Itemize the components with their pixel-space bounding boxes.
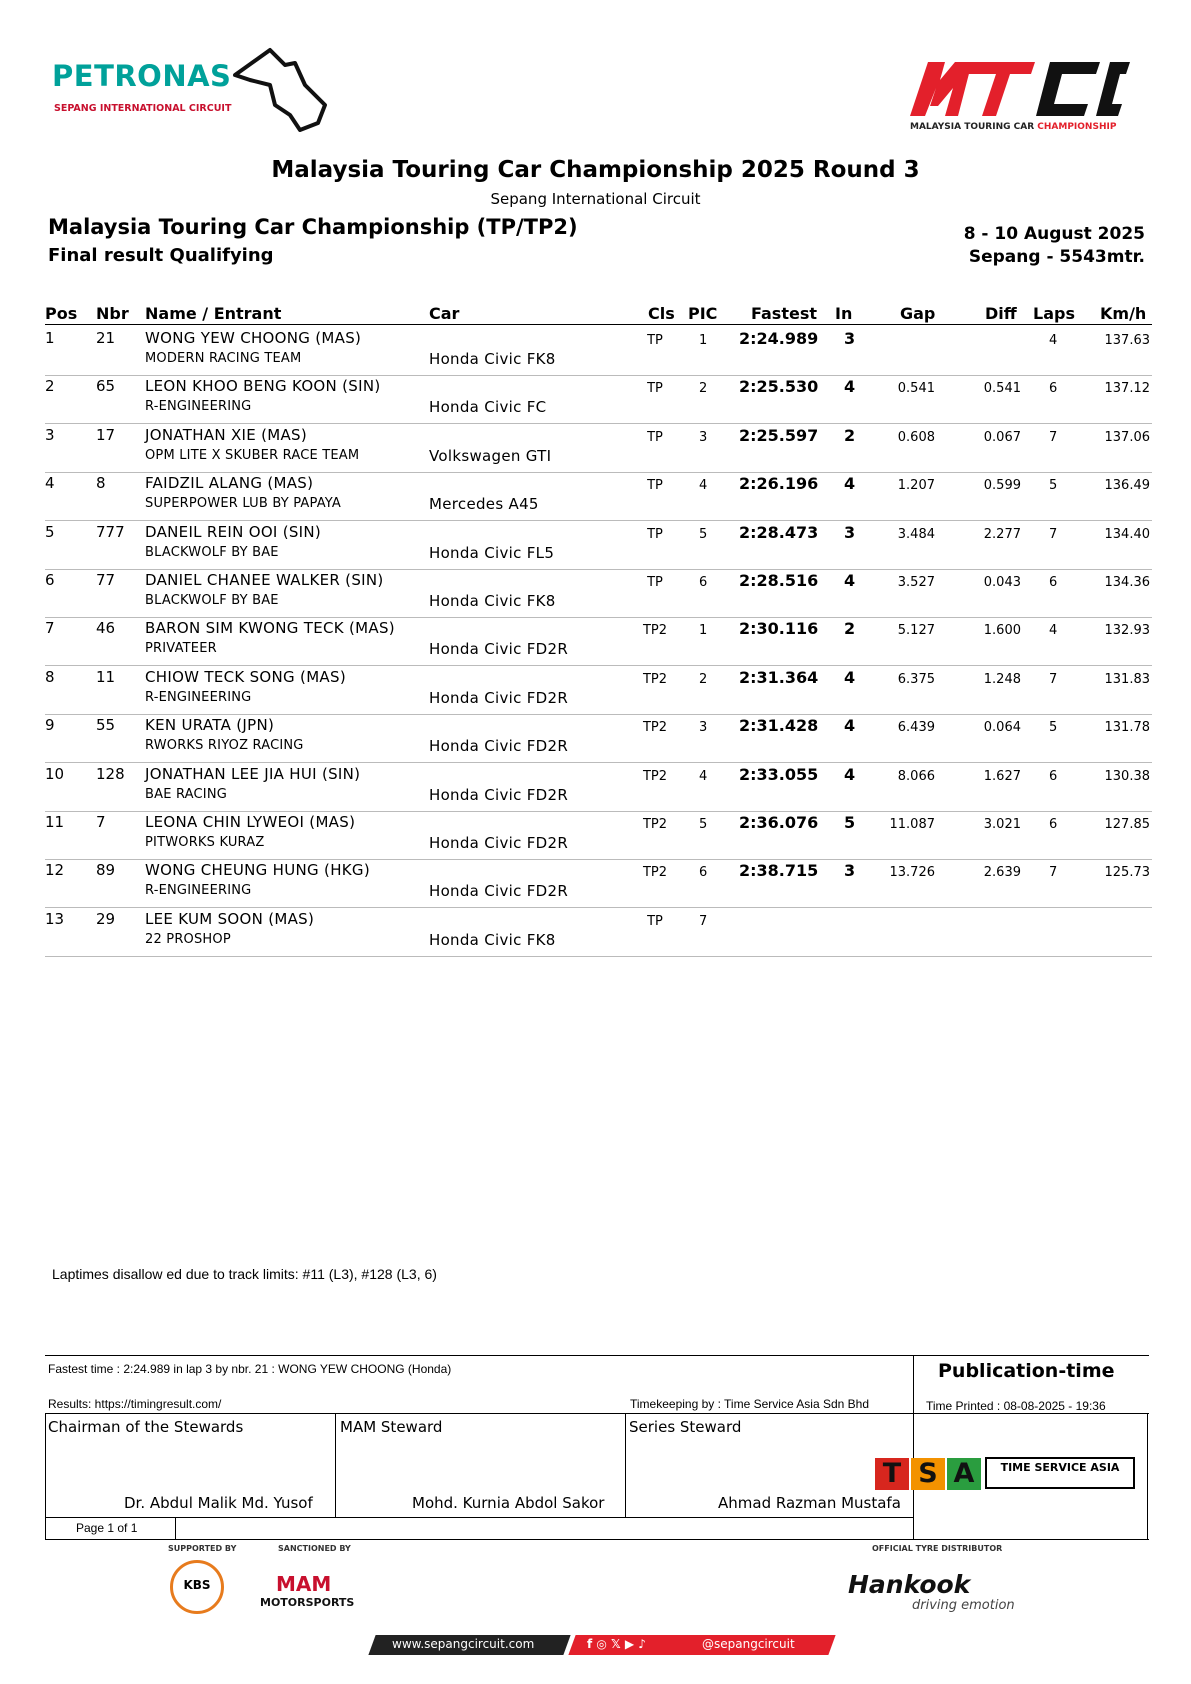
cell-laps: 6 — [1049, 768, 1058, 784]
tsa-logo — [875, 1456, 1139, 1492]
cell-in-lap: 3 — [844, 522, 856, 542]
cell-class: TP — [647, 575, 663, 590]
tsa-letter-a: A — [947, 1458, 981, 1490]
cell-kmh: 130.38 — [1104, 768, 1150, 784]
col-name: Name / Entrant — [145, 304, 282, 323]
kbs-text: KBS — [183, 1578, 211, 1592]
col-car: Car — [429, 304, 460, 323]
cell-laps: 7 — [1049, 526, 1058, 542]
cell-gap: 3.527 — [897, 575, 935, 590]
cell-fastest: 2:30.116 — [739, 619, 819, 639]
tsa-letter-s: S — [911, 1458, 945, 1490]
cell-pos: 3 — [45, 425, 55, 444]
cell-driver-name: WONG CHEUNG HUNG (HKG) — [145, 861, 370, 880]
table-row — [45, 569, 1152, 618]
cell-nbr: 89 — [96, 861, 116, 880]
cell-nbr: 7 — [96, 813, 106, 831]
table-row — [45, 763, 1152, 812]
page-number: Page 1 of 1 — [76, 1521, 138, 1535]
cell-in-lap: 4 — [844, 377, 856, 397]
cell-class: TP — [647, 333, 663, 348]
event-venue: Sepang - 5543mtr. — [968, 247, 1145, 267]
mtcc-mark-icon — [900, 58, 1130, 120]
cell-car: Honda Civic FD2R — [429, 785, 569, 804]
cell-pic: 6 — [699, 575, 708, 590]
cell-pic: 4 — [699, 768, 708, 784]
cell-driver-name: JONATHAN LEE JIA HUI (SIN) — [145, 764, 361, 783]
cell-pic: 5 — [699, 526, 708, 542]
timekeeping-credit: Timekeeping by : Time Service Asia Sdn Bhd — [630, 1397, 870, 1411]
cell-pos: 1 — [45, 329, 55, 347]
publication-time-title: Publication-time — [938, 1360, 1115, 1382]
steward-role-chairman: Chairman of the Stewards — [48, 1418, 244, 1436]
cell-entrant: OPM LITE X SKUBER RACE TEAM — [145, 447, 360, 463]
cell-pos: 2 — [45, 377, 55, 396]
cell-laps: 7 — [1049, 429, 1058, 445]
table-row — [45, 521, 1152, 570]
time-printed: Time Printed : 08-08-2025 - 19:36 — [926, 1399, 1106, 1413]
cell-diff: 0.067 — [983, 429, 1021, 445]
cell-fastest: 2:24.989 — [739, 329, 819, 348]
cell-laps: 6 — [1049, 817, 1058, 832]
table-row — [45, 714, 1152, 763]
track-limits-note: Laptimes disallow ed due to track limits: #11 (L3), #128 (L3, 6) — [52, 1266, 437, 1282]
cell-nbr: 11 — [96, 667, 116, 686]
hankook-logo: Hankook — [848, 1570, 971, 1599]
cell-nbr: 29 — [96, 909, 116, 928]
cell-kmh: 137.06 — [1104, 429, 1150, 445]
cell-in-lap: 3 — [844, 329, 856, 348]
cell-fastest: 2:31.364 — [739, 667, 819, 687]
col-kmh: Km/h — [1100, 304, 1147, 323]
cell-car: Honda Civic FK8 — [429, 592, 556, 610]
cell-car: Honda Civic FK8 — [429, 350, 556, 368]
mtcc-logo — [900, 58, 1140, 138]
cell-entrant: 22 PROSHOP — [145, 931, 231, 947]
cell-diff: 3.021 — [983, 817, 1021, 832]
cell-driver-name: DANIEL CHANEE WALKER (SIN) — [145, 571, 384, 589]
cell-pic: 3 — [699, 720, 708, 736]
cell-driver-name: CHIOW TECK SONG (MAS) — [145, 667, 346, 686]
table-row — [45, 327, 1152, 376]
cell-class: TP — [647, 478, 663, 494]
cell-kmh: 137.12 — [1104, 381, 1150, 397]
tsa-name: TIME SERVICE ASIA — [985, 1457, 1135, 1489]
cell-pic: 6 — [699, 865, 708, 881]
cell-kmh: 131.83 — [1104, 671, 1150, 687]
cell-diff: 2.639 — [983, 865, 1021, 881]
cell-kmh: 136.49 — [1104, 478, 1150, 494]
supported-by-label: SUPPORTED BY — [168, 1544, 237, 1553]
cell-pic: 1 — [699, 333, 708, 348]
cell-car: Honda Civic FD2R — [429, 640, 569, 659]
cell-car: Honda Civic FD2R — [429, 882, 569, 901]
cell-car: Honda Civic FK8 — [429, 930, 556, 949]
cell-fastest: 2:38.715 — [739, 861, 819, 881]
cell-driver-name: KEN URATA (JPN) — [145, 716, 275, 735]
cell-car: Honda Civic FL5 — [429, 543, 555, 562]
cell-class: TP — [647, 526, 663, 542]
event-title: Malaysia Touring Car Championship 2025 Round 3 — [271, 157, 920, 183]
steward-role-mam: MAM Steward — [340, 1418, 443, 1436]
cell-laps: 5 — [1049, 478, 1058, 494]
cell-in-lap: 4 — [844, 764, 856, 784]
circuit-outline-icon — [230, 45, 340, 140]
sepang-circuit-text: SEPANG INTERNATIONAL CIRCUIT — [54, 103, 232, 114]
cell-pic: 1 — [699, 623, 708, 639]
cell-laps: 4 — [1049, 623, 1058, 639]
cell-in-lap: 4 — [844, 667, 856, 687]
cell-car: Honda Civic FC — [429, 398, 547, 417]
steward-name-mam: Mohd. Kurnia Abdol Sakor — [412, 1494, 605, 1512]
social-links-bar — [372, 1635, 832, 1655]
cell-gap: 3.484 — [897, 526, 935, 542]
cell-laps: 7 — [1049, 671, 1058, 687]
cell-nbr: 55 — [96, 716, 116, 735]
cell-laps: 4 — [1049, 333, 1058, 348]
tyre-distributor-label: OFFICIAL TYRE DISTRIBUTOR — [872, 1544, 1003, 1553]
cell-in-lap: 4 — [844, 716, 856, 736]
table-row — [45, 472, 1152, 521]
cell-pos: 7 — [45, 619, 55, 638]
cell-pic: 4 — [699, 478, 708, 494]
col-nbr: Nbr — [96, 304, 129, 323]
cell-driver-name: DANEIL REIN OOI (SIN) — [145, 522, 322, 541]
cell-fastest: 2:28.516 — [739, 571, 819, 590]
cell-nbr: 65 — [96, 377, 116, 396]
cell-in-lap: 4 — [844, 571, 856, 590]
cell-pic: 5 — [699, 817, 708, 832]
cell-entrant: BLACKWOLF BY BAE — [145, 593, 279, 608]
steward-name-chairman: Dr. Abdul Malik Md. Yusof — [124, 1494, 313, 1512]
cell-pic: 2 — [699, 671, 708, 687]
cell-class: TP2 — [642, 768, 668, 784]
session-title: Final result Qualifying — [48, 245, 274, 266]
kbs-logo — [170, 1560, 224, 1614]
cell-diff: 2.277 — [983, 526, 1021, 542]
cell-class: TP — [647, 381, 663, 397]
cell-entrant: RWORKS RIYOZ RACING — [145, 738, 304, 754]
cell-pos: 8 — [45, 667, 55, 686]
cell-gap: 8.066 — [897, 768, 935, 784]
cell-diff: 1.600 — [983, 623, 1021, 639]
cell-entrant: R-ENGINEERING — [145, 399, 252, 415]
cell-class: TP — [647, 429, 663, 445]
cell-driver-name: WONG YEW CHOONG (MAS) — [145, 329, 362, 347]
cell-pos: 13 — [45, 909, 65, 928]
cell-laps: 7 — [1049, 865, 1058, 881]
cell-kmh: 134.36 — [1104, 575, 1150, 590]
cell-diff: 0.064 — [983, 720, 1021, 736]
table-row — [45, 424, 1152, 473]
cell-kmh: 131.78 — [1104, 720, 1150, 736]
cell-car: Volkswagen GTI — [429, 446, 552, 465]
table-row — [45, 811, 1152, 860]
cell-in-lap: 3 — [844, 861, 856, 881]
cell-car: Honda Civic FD2R — [429, 834, 569, 852]
cell-kmh: 137.63 — [1104, 333, 1150, 348]
cell-pos: 12 — [45, 861, 65, 880]
cell-in-lap: 5 — [844, 813, 856, 832]
col-cls: Cls — [648, 304, 675, 323]
cell-laps: 6 — [1049, 381, 1058, 397]
cell-diff: 0.043 — [983, 575, 1021, 590]
cell-class: TP — [647, 913, 663, 929]
cell-pos: 9 — [45, 716, 55, 735]
petronas-brand-text: PETRONAS — [52, 59, 232, 93]
cell-pic: 3 — [699, 429, 708, 445]
cell-laps: 5 — [1049, 720, 1058, 736]
cell-diff: 1.627 — [983, 768, 1021, 784]
cell-fastest: 2:36.076 — [739, 813, 819, 832]
cell-gap: 0.541 — [897, 381, 935, 397]
cell-car: Honda Civic FD2R — [429, 737, 569, 756]
cell-fastest: 2:33.055 — [739, 764, 819, 784]
petronas-sepang-logo — [50, 45, 310, 125]
cell-pic: 2 — [699, 381, 708, 397]
cell-car: Mercedes A45 — [429, 495, 539, 514]
cell-pic: 7 — [699, 913, 708, 929]
cell-laps: 6 — [1049, 575, 1058, 590]
table-row — [45, 375, 1152, 424]
cell-pos: 6 — [45, 571, 55, 589]
website-link[interactable]: www.sepangcircuit.com — [392, 1637, 535, 1651]
cell-class: TP2 — [642, 817, 668, 832]
cell-fastest: 2:31.428 — [739, 716, 819, 736]
event-subtitle: Sepang International Circuit — [490, 190, 701, 208]
cell-entrant: R-ENGINEERING — [145, 883, 252, 899]
cell-pos: 10 — [45, 764, 65, 783]
cell-entrant: BAE RACING — [145, 786, 228, 802]
col-pos: Pos — [45, 304, 78, 323]
col-in: In — [835, 304, 853, 323]
col-gap: Gap — [900, 304, 936, 323]
cell-kmh: 127.85 — [1104, 817, 1150, 832]
cell-in-lap: 2 — [844, 425, 856, 445]
event-dates: 8 - 10 August 2025 — [963, 224, 1145, 244]
cell-driver-name: FAIDZIL ALANG (MAS) — [145, 474, 314, 493]
steward-role-series: Series Steward — [629, 1418, 742, 1436]
col-pic: PIC — [688, 304, 718, 323]
cell-entrant: PITWORKS KURAZ — [145, 835, 265, 850]
cell-gap: 5.127 — [897, 623, 935, 639]
footer-box — [45, 1355, 1149, 1540]
cell-kmh: 132.93 — [1104, 623, 1150, 639]
cell-driver-name: BARON SIM KWONG TECK (MAS) — [145, 619, 395, 638]
cell-nbr: 8 — [96, 474, 106, 493]
results-url: Results: https://timingresult.com/ — [48, 1397, 222, 1411]
fastest-time-summary: Fastest time : 2:24.989 in lap 3 by nbr. 21 : WONG YEW CHOONG (Honda) — [48, 1362, 452, 1376]
cell-in-lap: 4 — [844, 474, 856, 494]
cell-driver-name: LEONA CHIN LYWEOI (MAS) — [145, 813, 356, 831]
cell-nbr: 128 — [96, 764, 125, 783]
cell-kmh: 125.73 — [1104, 865, 1150, 881]
cell-pos: 4 — [45, 474, 55, 493]
tsa-letter-t: T — [875, 1458, 909, 1490]
cell-nbr: 21 — [96, 329, 116, 347]
cell-gap: 0.608 — [897, 429, 935, 445]
table-row — [45, 908, 1152, 957]
cell-class: TP2 — [642, 623, 668, 639]
cell-gap: 13.726 — [889, 865, 935, 881]
cell-kmh: 134.40 — [1104, 526, 1150, 542]
cell-class: TP2 — [642, 671, 668, 687]
cell-nbr: 77 — [96, 571, 116, 589]
cell-nbr: 777 — [96, 522, 125, 541]
hankook-tagline: driving emotion — [912, 1598, 1015, 1613]
cell-fastest: 2:28.473 — [739, 522, 819, 542]
cell-class: TP2 — [642, 865, 668, 881]
cell-entrant: MODERN RACING TEAM — [145, 351, 302, 366]
col-laps: Laps — [1033, 304, 1075, 323]
social-handle[interactable]: @sepangcircuit — [702, 1637, 795, 1651]
table-row — [45, 666, 1152, 715]
steward-name-series: Ahmad Razman Mustafa — [718, 1494, 901, 1512]
cell-fastest: 2:25.530 — [739, 377, 819, 397]
cell-gap: 6.375 — [897, 671, 935, 687]
cell-entrant: PRIVATEER — [145, 641, 217, 657]
cell-diff: 1.248 — [983, 671, 1021, 687]
cell-gap: 1.207 — [897, 478, 935, 494]
results-table-header — [45, 304, 1152, 325]
cell-diff: 0.541 — [983, 381, 1021, 397]
cell-entrant: SUPERPOWER LUB BY PAPAYA — [145, 496, 342, 512]
social-icons[interactable]: f ◎ 𝕏 ▶ ♪ — [587, 1637, 646, 1651]
cell-diff: 0.599 — [983, 478, 1021, 494]
cell-fastest: 2:25.597 — [739, 425, 819, 445]
cell-driver-name: LEON KHOO BENG KOON (SIN) — [145, 377, 381, 396]
table-row — [45, 859, 1152, 908]
mam-sub-text: MOTORSPORTS — [260, 1596, 355, 1609]
col-fastest: Fastest — [751, 304, 817, 323]
cell-nbr: 17 — [96, 425, 116, 444]
cell-in-lap: 2 — [844, 619, 856, 639]
cell-gap: 6.439 — [897, 720, 935, 736]
col-diff: Diff — [985, 304, 1017, 323]
cell-entrant: BLACKWOLF BY BAE — [145, 544, 279, 560]
mam-text: MAM — [276, 1572, 332, 1596]
sanctioned-by-label: SANCTIONED BY — [278, 1544, 351, 1553]
table-row — [45, 617, 1152, 666]
cell-car: Honda Civic FD2R — [429, 688, 569, 707]
cell-entrant: R-ENGINEERING — [145, 689, 252, 705]
mam-motorsports-logo — [258, 1572, 368, 1612]
mtcc-subtitle: MALAYSIA TOURING CAR CHAMPIONSHIP — [910, 122, 1117, 132]
cell-driver-name: JONATHAN XIE (MAS) — [145, 425, 308, 444]
cell-driver-name: LEE KUM SOON (MAS) — [145, 909, 315, 928]
cell-gap: 11.087 — [889, 817, 935, 832]
cell-class: TP2 — [642, 720, 668, 736]
cell-pos: 11 — [45, 813, 65, 831]
cell-nbr: 46 — [96, 619, 116, 638]
cell-fastest: 2:26.196 — [739, 474, 819, 494]
cell-pos: 5 — [45, 522, 55, 541]
championship-title: Malaysia Touring Car Championship (TP/TP2) — [48, 215, 578, 239]
